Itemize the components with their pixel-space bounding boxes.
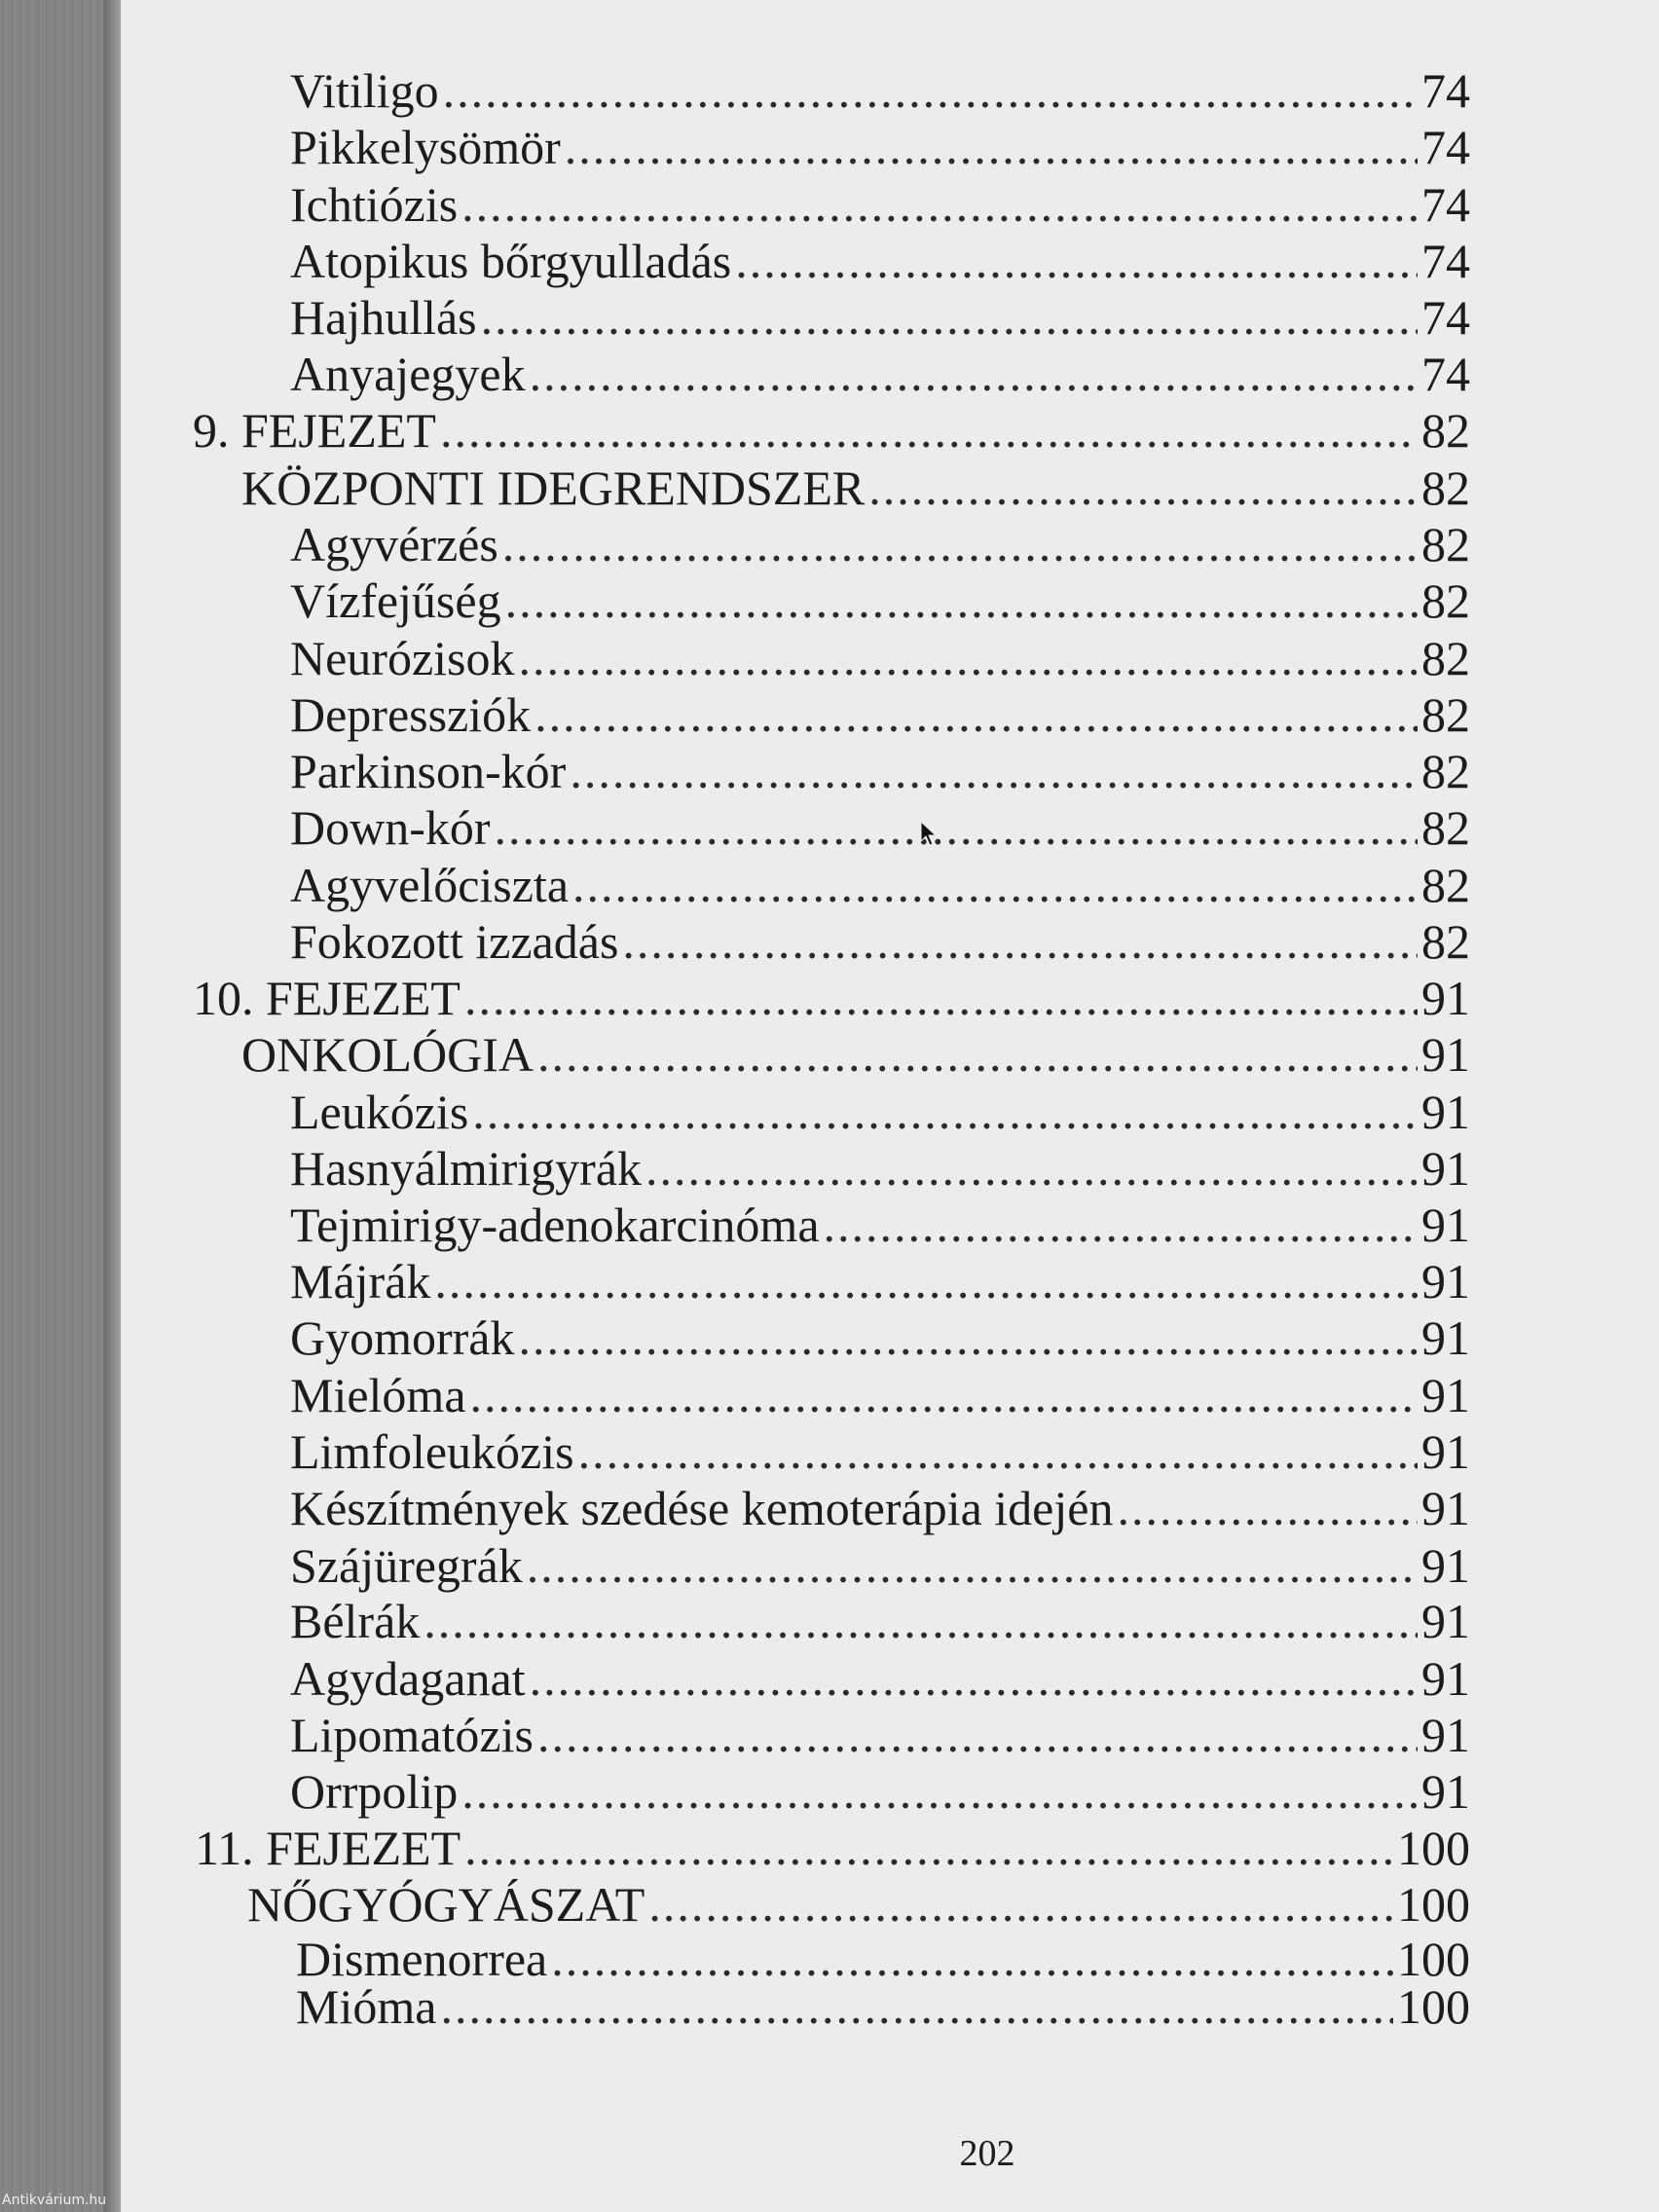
- dot-leader: [572, 857, 1418, 913]
- toc-entry-title: Vízfejűség: [290, 573, 501, 628]
- dot-leader: [464, 970, 1418, 1026]
- dot-leader: [502, 516, 1418, 572]
- toc-entry-title: Atopikus bőrgyulladás: [290, 234, 732, 288]
- toc-entry: [290, 1423, 1470, 1480]
- toc-entry-title: Szájüregrák: [290, 1538, 523, 1593]
- toc-entry-title: ONKOLÓGIA: [241, 1027, 534, 1082]
- toc-entry: [241, 1026, 1470, 1083]
- toc-entry: [241, 460, 1470, 516]
- dot-leader: [472, 1084, 1418, 1140]
- dot-leader: [570, 743, 1418, 799]
- toc-entry-page: 91: [1421, 1198, 1470, 1252]
- toc-entry-page: 91: [1421, 1254, 1470, 1309]
- toc-entry: [290, 1650, 1470, 1707]
- dot-leader: [537, 1707, 1418, 1763]
- toc-entry: [290, 913, 1470, 970]
- dot-leader: [622, 913, 1418, 970]
- dot-leader: [527, 1537, 1418, 1594]
- toc-entry: [195, 1820, 1470, 1876]
- toc-entry-page: 91: [1421, 1651, 1470, 1706]
- toc-entry-page: 91: [1421, 1141, 1470, 1196]
- toc-entry-page: 91: [1421, 1764, 1470, 1819]
- toc-entry-title: Mióma: [296, 1979, 437, 2034]
- toc-entry: [290, 1593, 1470, 1649]
- dot-leader: [824, 1197, 1418, 1253]
- toc-entry: [290, 516, 1470, 572]
- toc-entry: [290, 686, 1470, 743]
- dot-leader: [440, 1978, 1393, 2035]
- toc-entry-page: 74: [1421, 120, 1470, 174]
- toc-entry-page: 91: [1421, 1481, 1470, 1535]
- dot-leader: [464, 1820, 1393, 1876]
- toc-entry: [290, 176, 1470, 233]
- toc-entry-page: 100: [1397, 1877, 1470, 1932]
- toc-entry-title: Depressziók: [290, 687, 532, 742]
- toc-entry-page: 91: [1421, 1538, 1470, 1593]
- toc-entry-page: 100: [1397, 1979, 1470, 2034]
- toc-entry-title: Mielóma: [290, 1368, 466, 1422]
- toc-entry-title: Leukózis: [290, 1085, 469, 1139]
- toc-entry: [290, 1763, 1470, 1820]
- toc-entry-title: Lipomatózis: [290, 1708, 534, 1762]
- toc-entry-page: 82: [1421, 858, 1470, 912]
- toc-entry-title: Vitiligo: [290, 63, 439, 118]
- toc-entry-page: 91: [1421, 1085, 1470, 1139]
- toc-entry: [290, 233, 1470, 289]
- toc-entry-title: Fokozott izzadás: [290, 914, 619, 969]
- toc-entry-title: Hasnyálmirigyrák: [290, 1141, 643, 1196]
- toc-entry-title: Orrpolip: [290, 1764, 459, 1819]
- dot-leader: [1117, 1480, 1418, 1536]
- mouse-cursor-icon: [919, 820, 940, 847]
- dot-leader: [505, 572, 1418, 629]
- toc-entry: [290, 119, 1470, 175]
- toc-entry: [290, 289, 1470, 346]
- toc-entry: [290, 1537, 1470, 1594]
- toc-entry-page: 74: [1421, 347, 1470, 401]
- toc-entry-title: Parkinson-kór: [290, 744, 567, 798]
- toc-entry-title: Pikkelysömör: [290, 120, 561, 174]
- toc-entry-page: 82: [1421, 631, 1470, 685]
- toc-entry-title: 10. FEJEZET: [193, 971, 461, 1025]
- toc-entry: [247, 1876, 1470, 1933]
- toc-entry-page: 82: [1421, 517, 1470, 571]
- dot-leader: [868, 460, 1418, 516]
- toc-entry-title: Ichtiózis: [290, 177, 459, 232]
- dot-leader: [537, 1026, 1418, 1083]
- toc-entry-title: Májrák: [290, 1254, 431, 1309]
- toc-entry: [290, 743, 1470, 799]
- toc-entry-title: Dismenorrea: [296, 1932, 548, 1986]
- toc-entry-page: 91: [1421, 1708, 1470, 1762]
- toc-entry: [290, 572, 1470, 629]
- watermark: Antikvárium.hu: [2, 2193, 107, 2208]
- dot-leader: [440, 402, 1418, 459]
- toc-entry-title: NŐGYÓGYÁSZAT: [247, 1877, 645, 1932]
- toc-entry: [290, 346, 1470, 402]
- toc-entry-page: 91: [1421, 1027, 1470, 1082]
- toc-entry-page: 91: [1421, 1310, 1470, 1365]
- toc-entry-page: 82: [1421, 800, 1470, 855]
- toc-entry: [290, 1367, 1470, 1423]
- toc-entry-title: Limfoleukózis: [290, 1424, 574, 1479]
- toc-entry: [193, 402, 1470, 459]
- toc-entry-title: Bélrák: [290, 1594, 421, 1648]
- toc-entry-title: Hajhullás: [290, 290, 477, 345]
- dot-leader: [530, 1650, 1418, 1707]
- toc-entry: [290, 1253, 1470, 1309]
- dot-leader: [461, 176, 1418, 233]
- toc-entry-page: 74: [1421, 234, 1470, 288]
- toc-entry-title: Agyvelőciszta: [290, 858, 570, 912]
- dot-leader: [735, 233, 1418, 289]
- dot-leader: [519, 630, 1419, 686]
- toc-entry-page: 82: [1421, 573, 1470, 628]
- toc-entry-page: 74: [1421, 290, 1470, 345]
- dot-leader: [578, 1423, 1418, 1480]
- toc-entry-page: 82: [1421, 914, 1470, 969]
- toc-entry-page: 82: [1421, 744, 1470, 798]
- toc-entry: [290, 799, 1470, 856]
- toc-entry: [290, 857, 1470, 913]
- toc-entry: [290, 1309, 1470, 1366]
- toc-entry-title: Neurózisok: [290, 631, 515, 685]
- toc-entry: [290, 630, 1470, 686]
- toc-entry: [290, 62, 1470, 119]
- toc-entry-title: Készítmények szedése kemoterápia idején: [290, 1481, 1114, 1535]
- toc-entry-title: Tejmirigy-adenokarcinóma: [290, 1198, 820, 1252]
- toc-entry: [290, 1707, 1470, 1763]
- toc-entry-page: 82: [1421, 461, 1470, 515]
- dot-leader: [530, 346, 1418, 402]
- toc-entry: [290, 1084, 1470, 1140]
- dot-leader: [535, 686, 1418, 743]
- dot-leader: [645, 1140, 1418, 1197]
- toc-entry-title: 9. FEJEZET: [193, 403, 436, 458]
- book-spine: [0, 0, 115, 2212]
- toc-entry: [290, 1140, 1470, 1197]
- toc-entry: [296, 1978, 1470, 2035]
- toc-entry: [290, 1197, 1470, 1253]
- toc-entry-title: Agyvérzés: [290, 517, 498, 571]
- toc-entry-page: 91: [1421, 1368, 1470, 1422]
- toc-entry-page: 82: [1421, 687, 1470, 742]
- toc-entry-page: 74: [1421, 63, 1470, 118]
- dot-leader: [434, 1253, 1418, 1309]
- toc-entry: [193, 970, 1470, 1026]
- toc-entry-page: 91: [1421, 1424, 1470, 1479]
- toc-entry-page: 91: [1421, 1594, 1470, 1648]
- toc-entry-page: 100: [1397, 1932, 1470, 1986]
- toc-entry: [290, 1480, 1470, 1536]
- toc-entry-title: Down-kór: [290, 800, 491, 855]
- dot-leader: [565, 119, 1418, 175]
- dot-leader: [461, 1763, 1418, 1820]
- toc-entry-page: 82: [1421, 403, 1470, 458]
- dot-leader: [648, 1876, 1393, 1933]
- toc-entry-page: 100: [1397, 1821, 1470, 1875]
- dot-leader: [495, 799, 1418, 856]
- toc-entry-page: 74: [1421, 177, 1470, 232]
- page-number: 202: [959, 2133, 1015, 2174]
- toc-entry-title: KÖZPONTI IDEGRENDSZER: [241, 461, 866, 515]
- toc-entry-title: 11. FEJEZET: [195, 1821, 461, 1875]
- dot-leader: [443, 62, 1418, 119]
- dot-leader: [481, 289, 1418, 346]
- dot-leader: [470, 1367, 1418, 1423]
- dot-leader: [424, 1593, 1418, 1649]
- book-page: [121, 0, 1659, 2212]
- toc-entry-title: Agydaganat: [290, 1651, 526, 1706]
- toc-entry-title: Gyomorrák: [290, 1310, 515, 1365]
- toc-entry-title: Anyajegyek: [290, 347, 526, 401]
- toc-entry-page: 91: [1421, 971, 1470, 1025]
- dot-leader: [519, 1309, 1419, 1366]
